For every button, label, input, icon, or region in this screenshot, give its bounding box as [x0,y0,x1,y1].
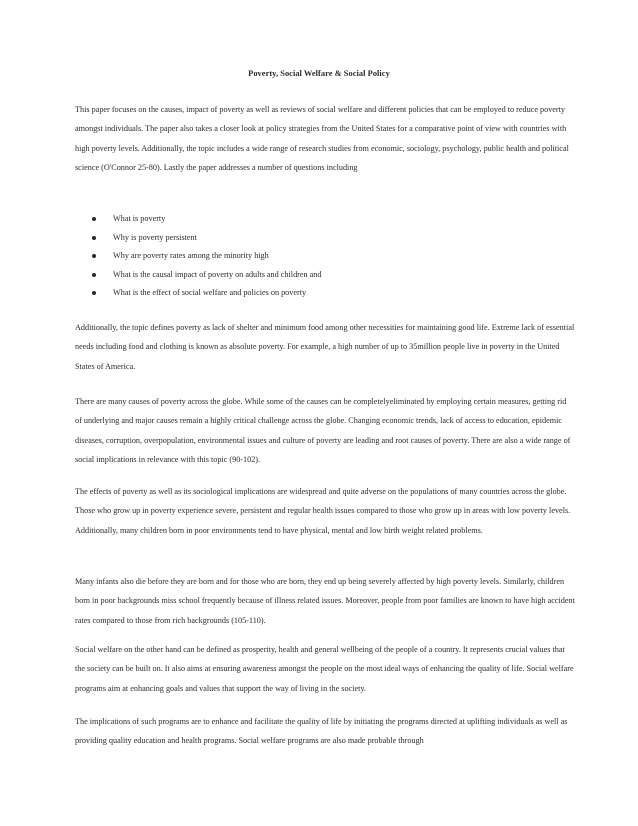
body-paragraph: The implications of such programs are to enhance and facilitate the quality of life by initiating the programs directed at uplifting individuals as well as providing quality education and health programs. Social welfare programs are also made probable through [75,717,568,746]
body-paragraph: Many infants also die before they are born and for those who are born, they end up being severely affected by high poverty levels. Similarly, children born in poor backgrounds miss school frequently because of illness related issues. Moreover, people from poor families are known to have high accident rates compared to those from rich backgrounds (105-110). [75,577,575,625]
body-paragraph: Social welfare on the other hand can be defined as prosperity, health and general wellbeing of the people of a country. It represents crucial values that the society can be built on. It also aims at ensuring awareness amongst the people on the most ideal ways of enhancing the quality of life. Social welfare programs aim at enhancing goals and values that support the way of living in the society. [75,645,574,693]
list-item: What is the causal impact of poverty on adults and children and [75,266,555,285]
body-paragraph: Additionally, the topic defines poverty as lack of shelter and minimum food among other necessities for maintaining good life. Extreme lack of essential needs including food and clothing is known as absolute poverty. For example, a high number of up to 35million people live in poverty in the United States of America. [75,323,575,371]
body-paragraph: There are many causes of poverty across the globe. While some of the causes can be completelyeliminated by employing certain measures, getting rid of underlying and major causes remain a highly critical challenge across the globe. Changing economic trends, lack of access to education, epidemic diseases, corruption, overpopulation, environmental issues and culture of poverty are leading and root causes of poverty. There are also a wide range of social implications in relevance with this topic (90-102). [75,397,571,465]
bullet-icon [92,236,96,240]
bullet-icon [92,254,96,258]
document-title: Poverty, Social Welfare & Social Policy [248,69,390,78]
question-list [75,210,555,303]
body-paragraph: The effects of poverty as well as its sociological implications are widespread and quite adverse on the populations of many countries across the globe. Those who grow up in poverty experience severe, persistent and regular health issues compared to those who grow up in areas with low poverty levels. Additionally, many children born in poor environments tend to have physical, mental and low birth weight related problems. [75,487,571,535]
bullet-icon [92,273,96,277]
list-item: Why are poverty rates among the minority high [75,247,555,266]
list-item: What is the effect of social welfare and policies on poverty [75,284,555,303]
bullet-icon [92,217,96,221]
intro-paragraph: This paper focuses on the causes, impact of poverty as well as reviews of social welfare and different policies that can be employed to reduce poverty amongst individuals. The paper also takes a closer look at policy strategies from the United States for a comparative point of view with countries with high poverty levels. Additionally, the topic includes a wide range of research studies from economic, sociology, psychology, public health and political science (O'Connor 25-80). Lastly the paper addresses a number of questions including [75,105,569,173]
list-item: Why is poverty persistent [75,229,555,248]
bullet-icon [92,291,96,295]
list-item: What is poverty [75,210,555,229]
